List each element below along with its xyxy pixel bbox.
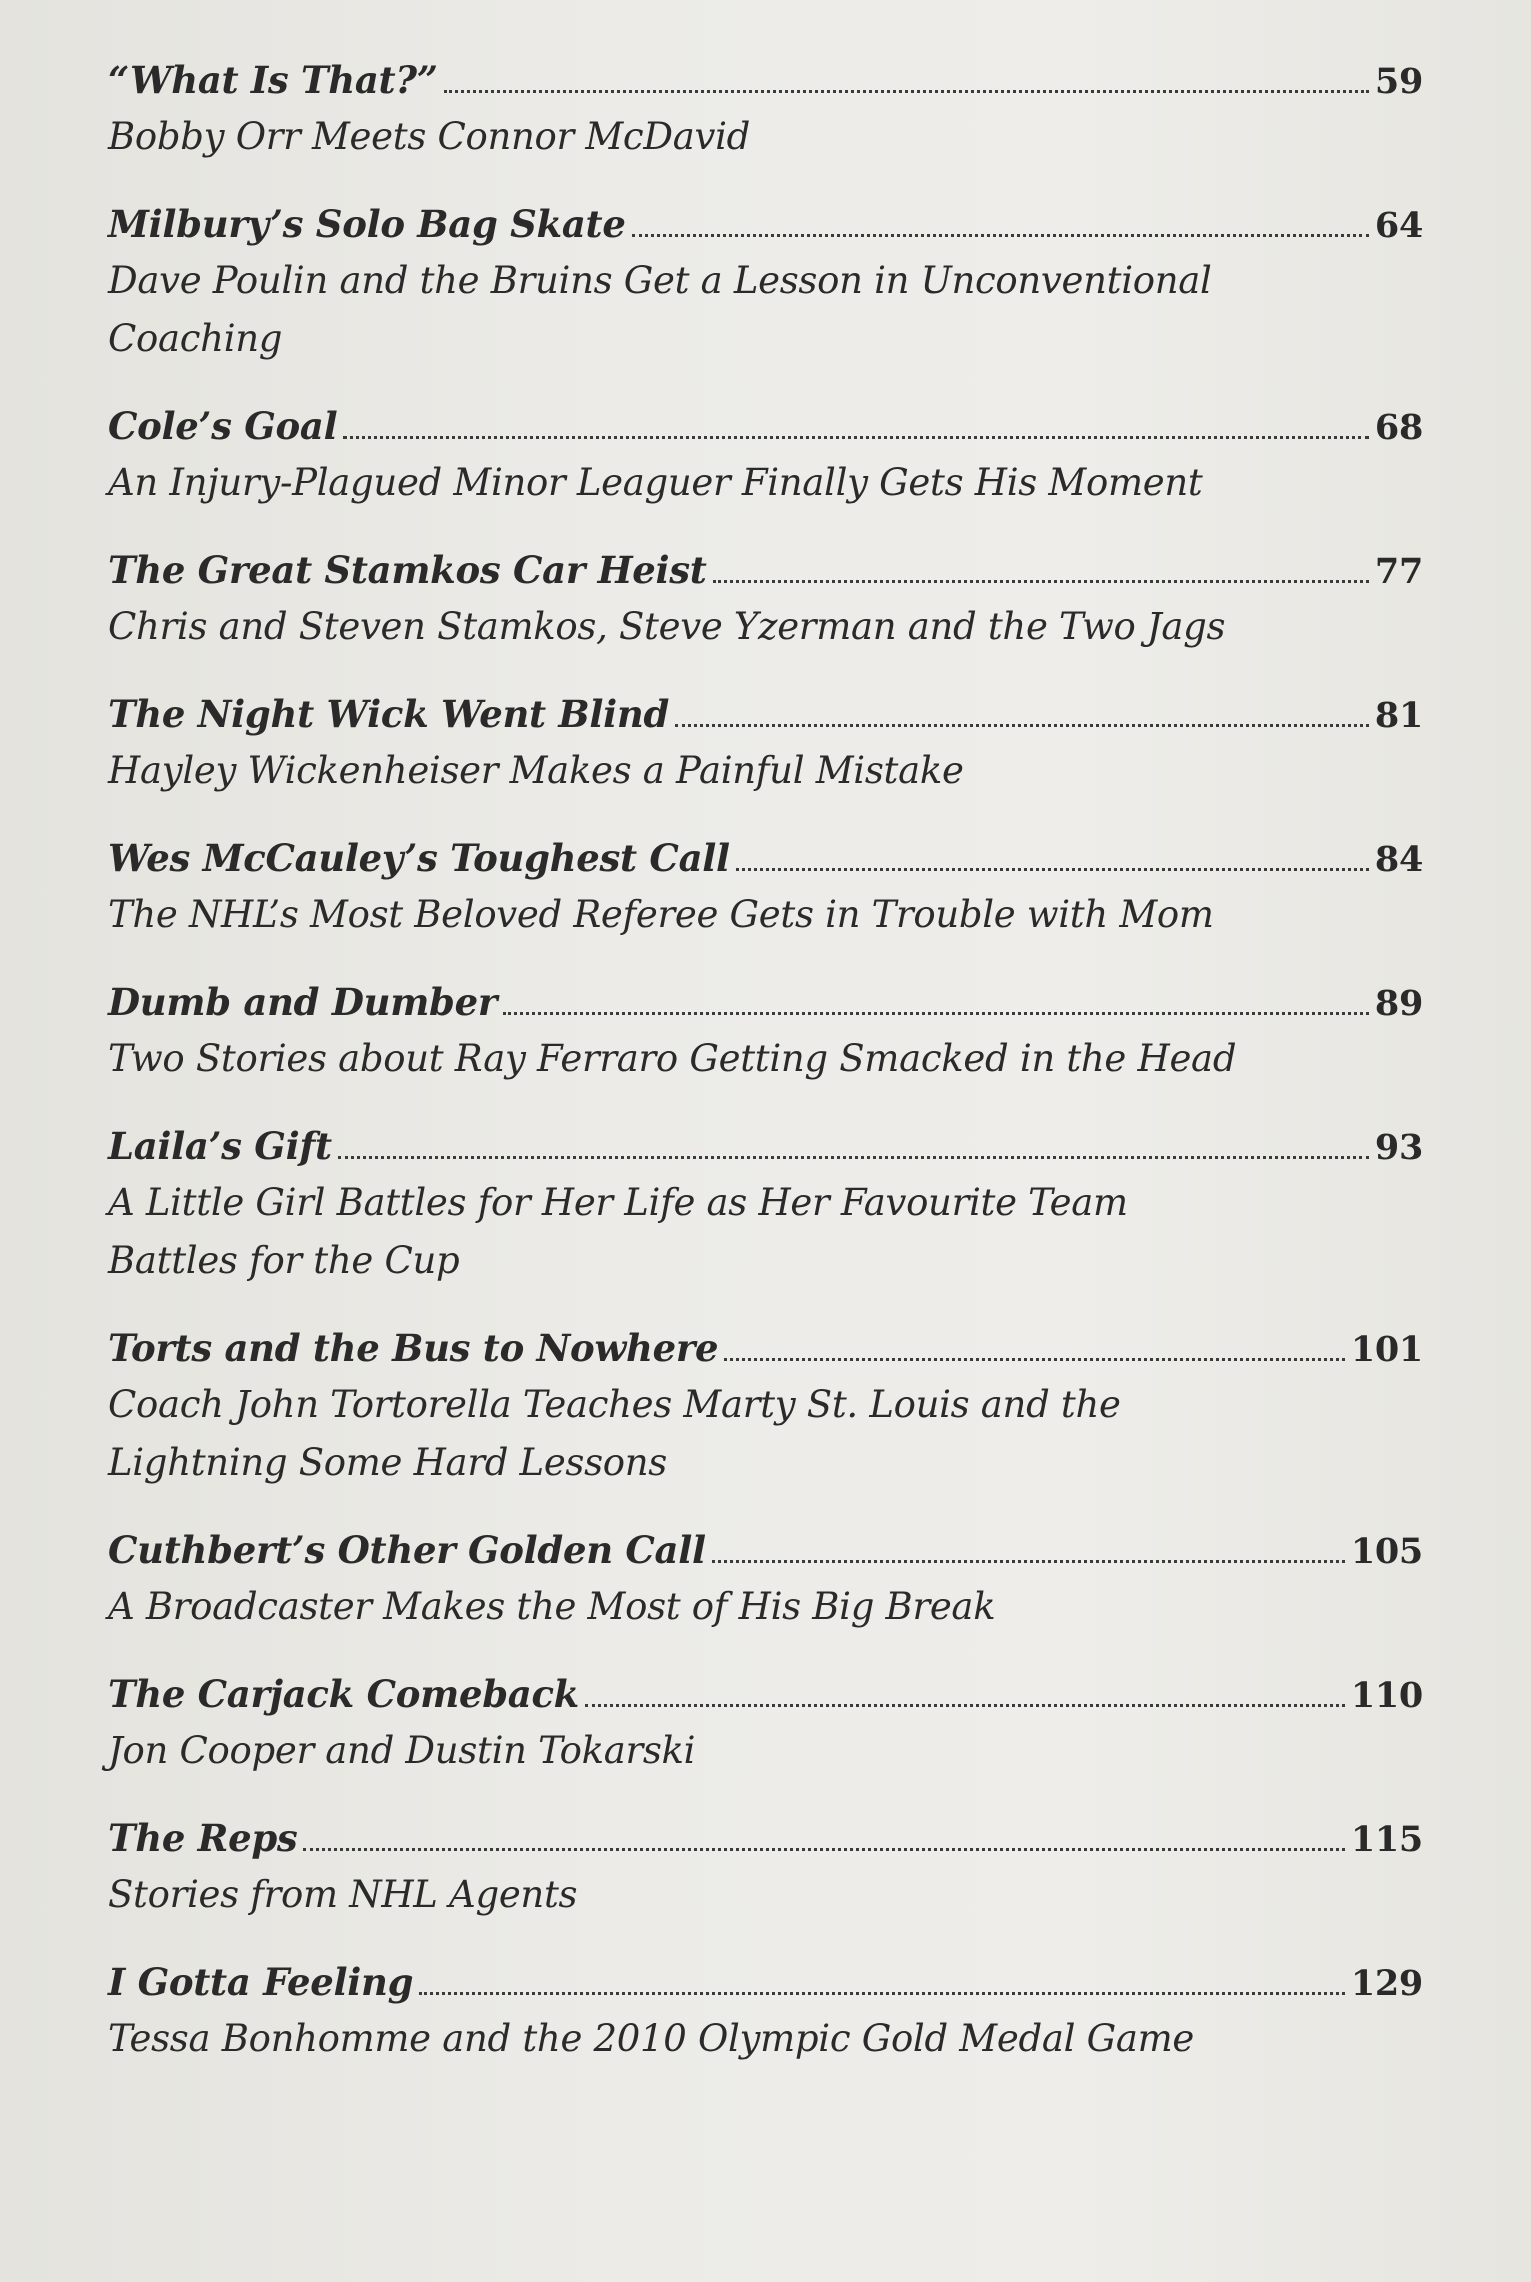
dot-leader — [444, 90, 1369, 93]
toc-entry — [108, 548, 1423, 656]
chapter-title: The Carjack Comeback — [108, 1672, 580, 1716]
table-of-contents — [108, 58, 1423, 2068]
chapter-subtitle: Jon Cooper and Dustin Tokarski — [108, 1729, 696, 1772]
toc-title-row — [108, 1816, 1423, 1866]
chapter-subtitle: A Little Girl Battles for Her Life as Her Favourite Team Battles for the Cup — [108, 1181, 1128, 1282]
chapter-title: Cuthbert’s Other Golden Call — [108, 1528, 706, 1572]
dot-leader — [675, 724, 1369, 727]
chapter-subtitle: Coach John Tortorella Teaches Marty St. Louis and the Lightning Some Hard Lessons — [108, 1383, 1121, 1484]
chapter-subtitle: Tessa Bonhomme and the 2010 Olympic Gold Medal Game — [108, 2017, 1195, 2060]
toc-entry — [108, 1528, 1423, 1636]
toc-entry — [108, 1672, 1423, 1780]
chapter-subtitle: An Injury-Plagued Minor Leaguer Finally Gets His Moment — [108, 461, 1203, 504]
chapter-title: The Reps — [108, 1816, 298, 1860]
chapter-subtitle: Stories from NHL Agents — [108, 1873, 578, 1916]
toc-entry — [108, 1124, 1423, 1290]
dot-leader — [419, 1992, 1345, 1995]
chapter-title: “What Is That?” — [108, 58, 438, 102]
chapter-title: The Great Stamkos Car Heist — [108, 548, 707, 592]
chapter-title: Torts and the Bus to Nowhere — [108, 1326, 719, 1370]
page-number: 84 — [1374, 839, 1423, 880]
page-number: 115 — [1350, 1819, 1423, 1860]
chapter-subtitle: Chris and Steven Stamkos, Steve Yzerman and the Two Jags — [108, 605, 1226, 648]
dot-leader — [736, 868, 1369, 871]
chapter-title: The Night Wick Went Blind — [108, 692, 670, 736]
toc-entry — [108, 202, 1423, 368]
chapter-subtitle: A Broadcaster Makes the Most of His Big Break — [108, 1585, 996, 1628]
toc-title-row — [108, 1672, 1423, 1722]
chapter-title: Milbury’s Solo Bag Skate — [108, 202, 626, 246]
page-number: 105 — [1350, 1531, 1423, 1572]
toc-title-row — [108, 980, 1423, 1030]
page-number: 81 — [1374, 695, 1423, 736]
toc-entry — [108, 1960, 1423, 2068]
toc-title-row — [108, 692, 1423, 742]
page-number: 89 — [1374, 983, 1423, 1024]
toc-entry — [108, 980, 1423, 1088]
dot-leader — [585, 1704, 1345, 1707]
toc-title-row — [108, 404, 1423, 454]
dot-leader — [343, 436, 1369, 439]
page-number: 101 — [1350, 1329, 1423, 1370]
dot-leader — [632, 234, 1369, 237]
chapter-title: Wes McCauley’s Toughest Call — [108, 836, 730, 880]
toc-title-row — [108, 548, 1423, 598]
toc-title-row — [108, 202, 1423, 252]
dot-leader — [303, 1848, 1344, 1851]
page-number: 77 — [1374, 551, 1423, 592]
toc-title-row — [108, 1124, 1423, 1174]
chapter-title: I Gotta Feeling — [108, 1960, 414, 2004]
toc-title-row — [108, 1326, 1423, 1376]
toc-title-row — [108, 58, 1423, 108]
toc-entry — [108, 692, 1423, 800]
page-number: 129 — [1350, 1963, 1423, 2004]
toc-title-row — [108, 1960, 1423, 2010]
page-number: 59 — [1374, 61, 1423, 102]
dot-leader — [338, 1156, 1369, 1159]
dot-leader — [724, 1358, 1345, 1361]
dot-leader — [712, 1560, 1345, 1563]
dot-leader — [503, 1012, 1369, 1015]
chapter-subtitle: Bobby Orr Meets Connor McDavid — [108, 115, 750, 158]
toc-entry — [108, 1326, 1423, 1492]
toc-entry — [108, 58, 1423, 166]
chapter-subtitle: Hayley Wickenheiser Makes a Painful Mistake — [108, 749, 964, 792]
chapter-subtitle: Dave Poulin and the Bruins Get a Lesson in Unconventional Coaching — [108, 259, 1212, 360]
toc-entry — [108, 1816, 1423, 1924]
toc-entry — [108, 836, 1423, 944]
toc-title-row — [108, 836, 1423, 886]
page-number: 64 — [1374, 205, 1423, 246]
toc-title-row — [108, 1528, 1423, 1578]
toc-entry — [108, 404, 1423, 512]
page-number: 68 — [1374, 407, 1423, 448]
page-number: 93 — [1374, 1127, 1423, 1168]
chapter-title: Laila’s Gift — [108, 1124, 332, 1168]
chapter-subtitle: Two Stories about Ray Ferraro Getting Smacked in the Head — [108, 1037, 1237, 1080]
chapter-title: Dumb and Dumber — [108, 980, 498, 1024]
dot-leader — [713, 580, 1369, 583]
chapter-title: Cole’s Goal — [108, 404, 338, 448]
chapter-subtitle: The NHL’s Most Beloved Referee Gets in Trouble with Mom — [108, 893, 1214, 936]
page-number: 110 — [1350, 1675, 1423, 1716]
